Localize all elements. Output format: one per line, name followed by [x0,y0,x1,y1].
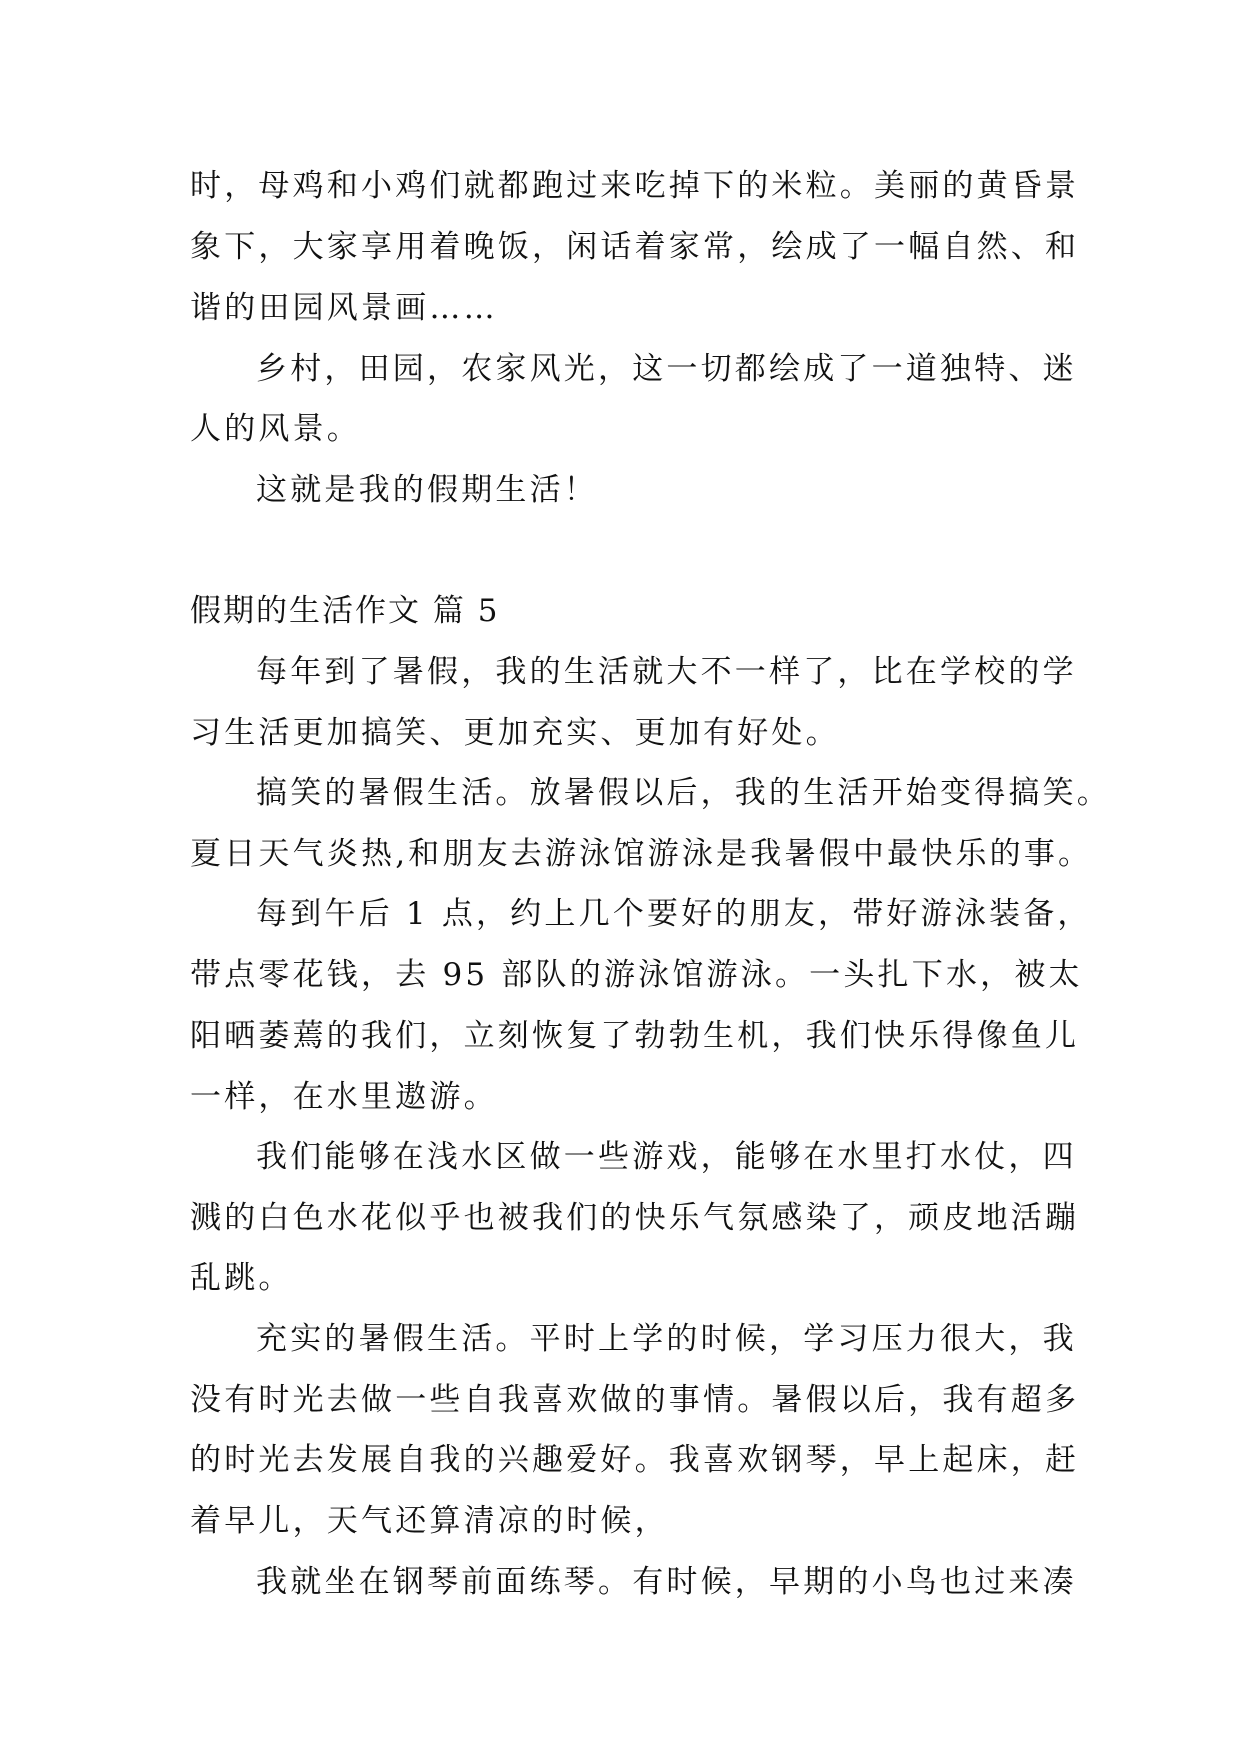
paragraph-start: 我就坐在钢琴前面练琴。有时候，早期的小鸟也过来凑 [256,1564,1077,1600]
paragraph-start: 每年到了暑假，我的生活就大不一样了，比在学校的学 [256,654,1077,690]
paragraph-start: 充实的暑假生活。平时上学的时候，学习压力很大，我 [256,1321,1077,1357]
text-line: 谐的田园风景画…… [190,290,498,326]
text-line: 乱跳。 [190,1260,293,1296]
text-line: 夏日天气炎热,和朋友去游泳馆游泳是我暑假中最快乐的事。 [190,836,1093,872]
text-line: 时，母鸡和小鸡们就都跑过来吃掉下的米粒。美丽的黄昏景 [190,168,1080,204]
text-line: 一样，在水里遨游。 [190,1079,498,1115]
section-heading: 假期的生活作文 篇 5 [190,593,500,629]
paragraph-start: 我们能够在浅水区做一些游戏，能够在水里打水仗，四 [256,1139,1077,1175]
paragraph-start: 乡村，田园，农家风光，这一切都绘成了一道独特、迷 [256,351,1077,387]
text-line: 带点零花钱，去 95 部队的游泳馆游泳。一头扎下水，被太 [190,957,1083,993]
text-line: 象下，大家享用着晚饭，闲话着家常，绘成了一幅自然、和 [190,229,1080,265]
text-line: 的时光去发展自我的兴趣爱好。我喜欢钢琴，早上起床，赶 [190,1442,1080,1478]
text-line: 习生活更加搞笑、更加充实、更加有好处。 [190,715,840,751]
text-line: 溅的白色水花似乎也被我们的快乐气氛感染了，顽皮地活蹦 [190,1200,1080,1236]
paragraph-start: 搞笑的暑假生活。放暑假以后，我的生活开始变得搞笑。 [256,775,1111,811]
paragraph-start: 每到午后 1 点，约上几个要好的朋友，带好游泳装备， [256,896,1092,932]
text-line: 阳晒萎蔫的我们，立刻恢复了勃勃生机，我们快乐得像鱼儿 [190,1018,1080,1054]
paragraph-start: 这就是我的假期生活！ [256,472,598,508]
text-line: 没有时光去做一些自我喜欢做的事情。暑假以后，我有超多 [190,1382,1080,1418]
text-line: 人的风景。 [190,411,361,447]
text-line: 着早儿，天气还算清凉的时候， [190,1503,669,1539]
